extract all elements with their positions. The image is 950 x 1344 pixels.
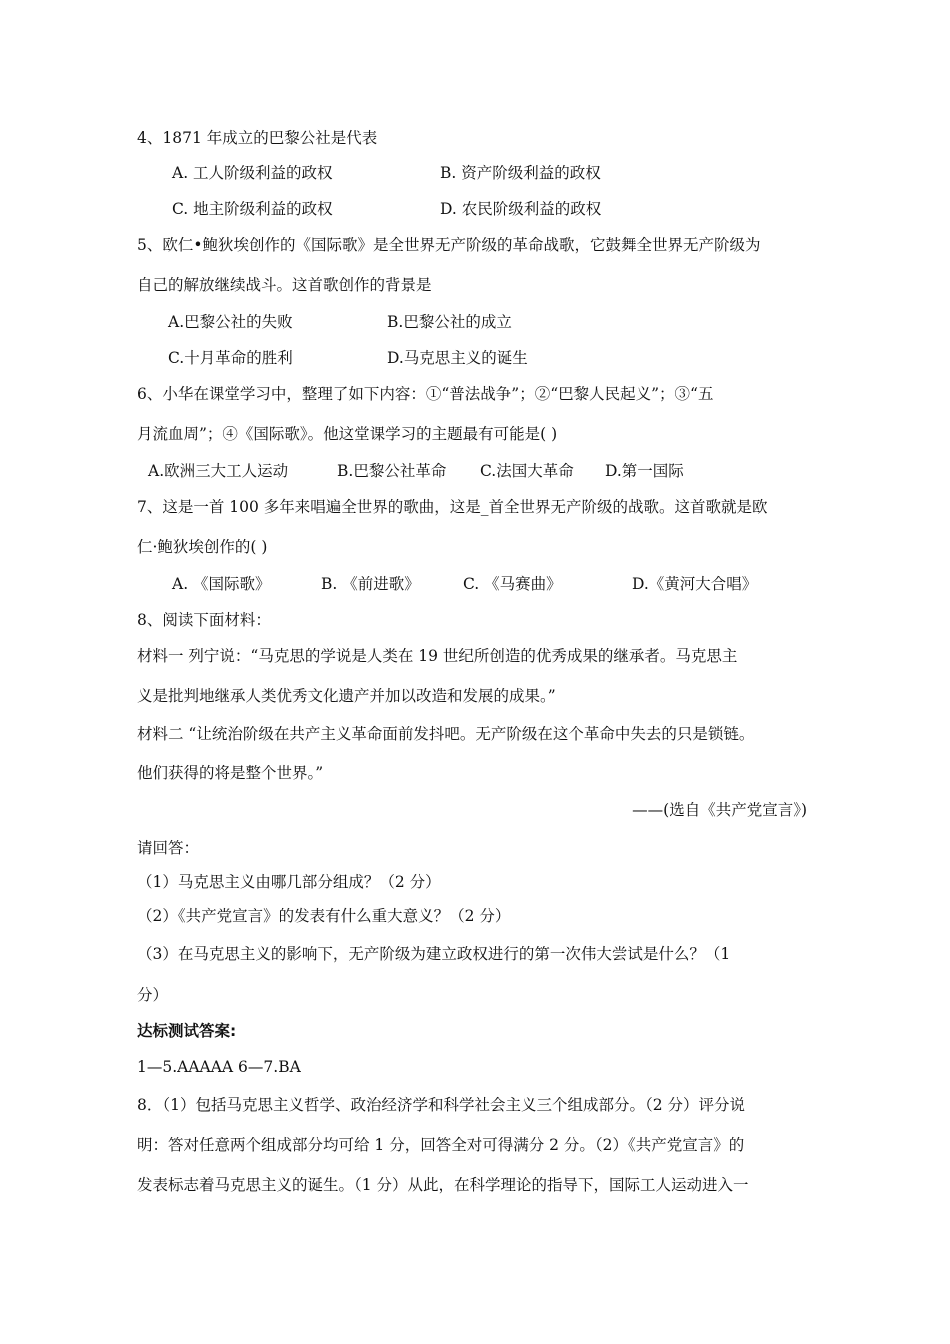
q4-option-a: A. 工人阶级利益的政权 <box>172 164 333 182</box>
q8-ask: 请回答： <box>137 839 200 857</box>
q6-option-c: C.法国大革命 <box>480 462 574 480</box>
q8-sub1: （1）马克思主义由哪几部分组成？（2 分） <box>137 873 441 891</box>
answers-line1: 1—5.AAAAA 6—7.BA <box>137 1058 301 1076</box>
q8-material1-line2: 义是批判地继承人类优秀文化遗产并加以改造和发展的成果。” <box>137 687 556 705</box>
q4-stem: 4、1871 年成立的巴黎公社是代表 <box>137 129 378 147</box>
q8-material1-line1: 材料一 列宁说：“马克思的学说是人类在 19 世纪所创造的优秀成果的继承者。马克思主 <box>137 647 738 665</box>
answers-line2: 8．（1）包括马克思主义哲学、政治经济学和科学社会主义三个组成部分。（2 分）评分说 <box>137 1096 746 1114</box>
q5-stem-line2: 自己的解放继续战斗。这首歌创作的背景是 <box>137 276 432 294</box>
q8-material2-line1: 材料二 “让统治阶级在共产主义革命面前发抖吧。无产阶级在这个革命中失去的只是锁链。 <box>137 725 755 743</box>
q8-source: ——(选自《共产党宣言》) <box>632 801 807 819</box>
answers-line3: 明：答对任意两个组成部分均可给 1 分，回答全对可得满分 2 分。（2）《共产党宣言》的 <box>137 1136 745 1154</box>
q4-option-d: D. 农民阶级利益的政权 <box>440 200 602 218</box>
q6-option-d: D.第一国际 <box>605 462 684 480</box>
q8-stem: 8、阅读下面材料： <box>137 611 271 629</box>
q4-option-b: B. 资产阶级利益的政权 <box>440 164 601 182</box>
q5-option-b: B.巴黎公社的成立 <box>387 313 512 331</box>
q6-option-a: A.欧洲三大工人运动 <box>148 462 289 480</box>
q6-stem-line2: 月流血周”；④《国际歌》。他这堂课学习的主题最有可能是( ) <box>137 425 558 443</box>
q8-sub3-line1: （3）在马克思主义的影响下，无产阶级为建立政权进行的第一次伟大尝试是什么？（1 <box>137 945 731 963</box>
q8-material2-line2: 他们获得的将是整个世界。” <box>137 764 324 782</box>
q7-stem-line2: 仁·鲍狄埃创作的( ) <box>137 538 268 556</box>
q8-sub2: （2）《共产党宣言》的发表有什么重大意义？（2 分） <box>137 907 511 925</box>
q6-option-b: B.巴黎公社革命 <box>337 462 447 480</box>
q5-option-d: D.马克思主义的诞生 <box>387 349 528 367</box>
q8-sub3-line2: 分） <box>137 986 169 1004</box>
answers-line4: 发表标志着马克思主义的诞生。（1 分）从此，在科学理论的指导下，国际工人运动进入一 <box>137 1176 749 1194</box>
q7-option-d: D.《黄河大合唱》 <box>632 575 758 593</box>
q7-option-a: A. 《国际歌》 <box>172 575 271 593</box>
q5-option-c: C.十月革命的胜利 <box>168 349 293 367</box>
q5-stem-line1: 5、欧仁•鲍狄埃创作的《国际歌》是全世界无产阶级的革命战歌，它鼓舞全世界无产阶级为 <box>137 236 761 254</box>
q7-stem-line1: 7、这是一首 100 多年来唱遍全世界的歌曲，这是_首全世界无产阶级的战歌。这首歌就是欧 <box>137 498 768 516</box>
answers-title: 达标测试答案: <box>137 1022 237 1040</box>
q6-stem-line1: 6、小华在课堂学习中，整理了如下内容：①“普法战争”；②“巴黎人民起义”；③“五 <box>137 385 714 403</box>
q7-option-c: C. 《马赛曲》 <box>463 575 562 593</box>
q4-option-c: C. 地主阶级利益的政权 <box>172 200 333 218</box>
q5-option-a: A.巴黎公社的失败 <box>168 313 293 331</box>
q7-option-b: B. 《前进歌》 <box>321 575 420 593</box>
